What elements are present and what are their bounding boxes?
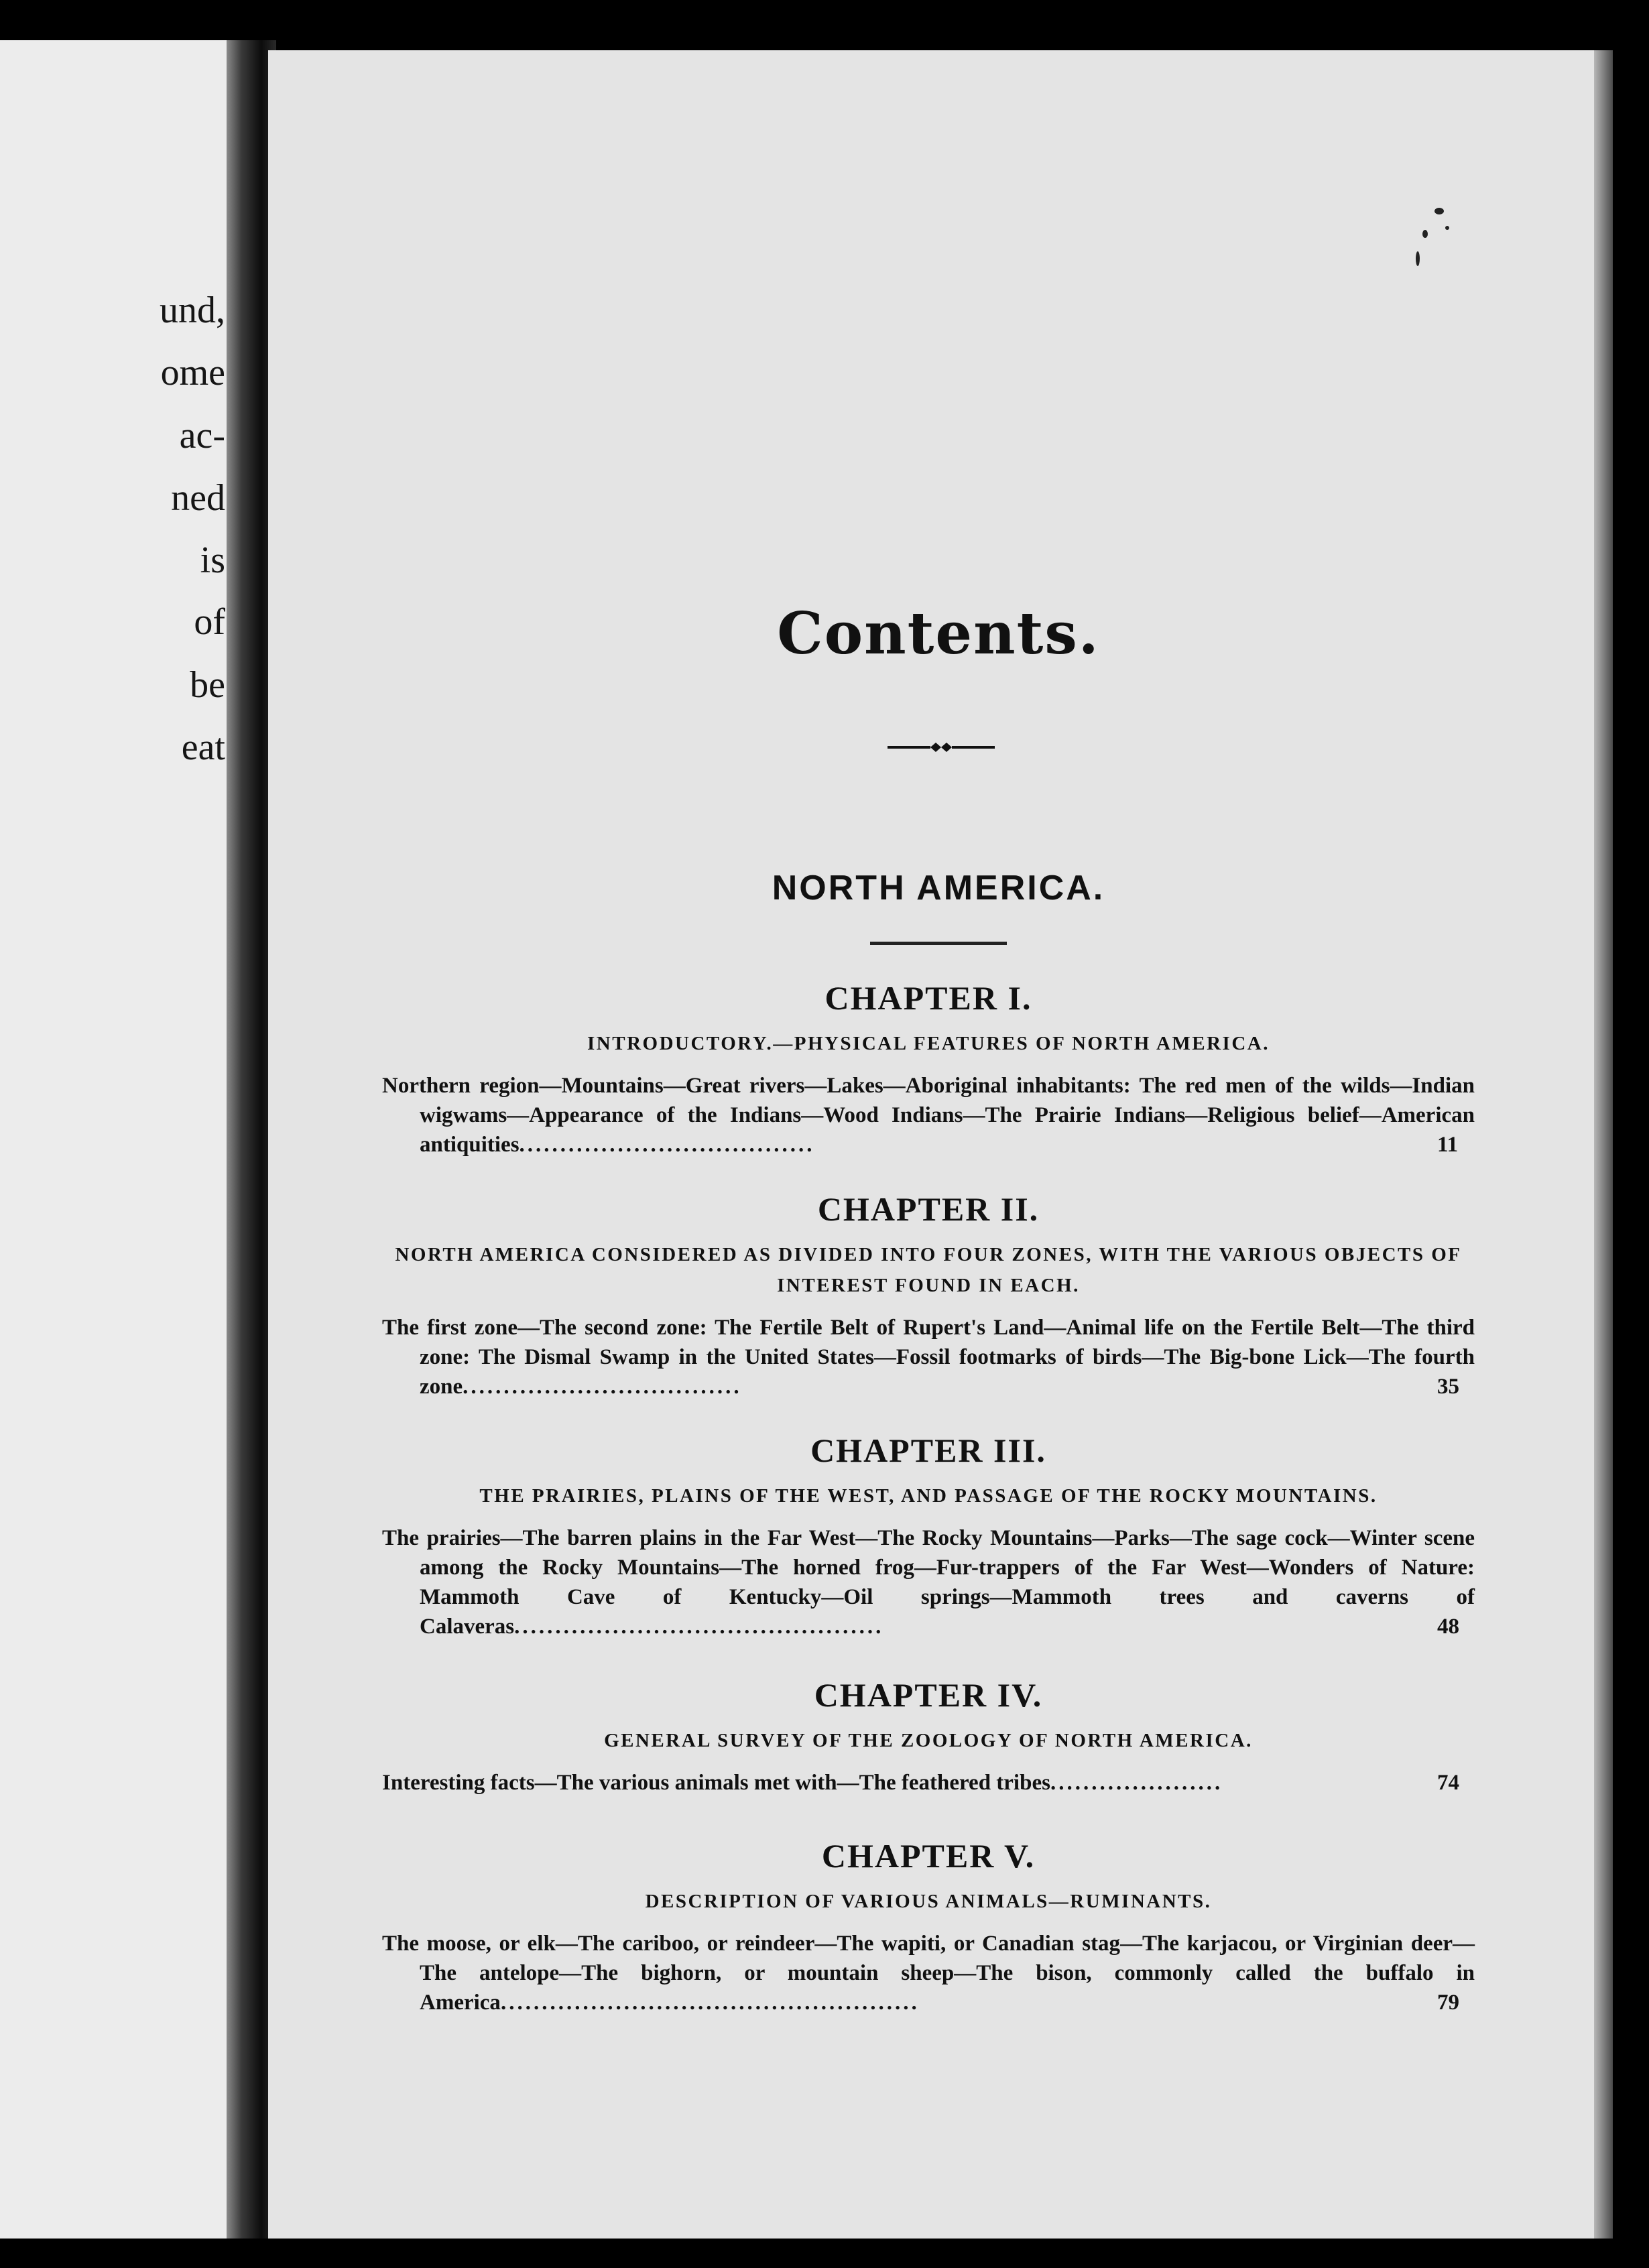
chapter-summary-text: The moose, or elk—The cariboo, or reindeer—The wapiti, or Canadian stag—The karjacou, or Virginian deer—The antelope—The bighorn, or mountain sheep—The bison, commonly called the buffalo in America — [382, 1932, 1475, 2015]
chapter-entry[interactable] — [382, 979, 1475, 1159]
chapter-entry[interactable] — [382, 1676, 1475, 1798]
region-title: NORTH AMERICA. — [772, 869, 1105, 907]
contents-page — [268, 50, 1609, 2239]
leader-dots: ..................... — [1050, 1771, 1223, 1795]
leader-dots: .................................... — [519, 1133, 815, 1157]
left-page-fragment: be — [190, 664, 225, 706]
chapter-summary-text: The prairies—The barren plains in the Far West—The Rocky Mountains—Parks—The sage cock—Winter scene among the Rocky Mountains—The horned frog—Fur-trappers of the Far West—Wonders of Nature: Mammoth Cave of Kentucky—Oil springs—Mammoth trees and caverns of Calaveras — [382, 1526, 1475, 1639]
ink-speck — [1445, 226, 1449, 230]
left-page-fragment: ac- — [179, 415, 225, 456]
chapter-subtitle: INTRODUCTORY.—PHYSICAL FEATURES OF NORTH AMERICA. — [587, 1033, 1270, 1054]
left-page-fragment: ome — [160, 352, 225, 393]
left-page-fragment: eat — [181, 727, 225, 768]
left-page-fragment: of — [194, 601, 225, 643]
leader-dots: ................................................... — [500, 1991, 920, 2015]
chapter-title: CHAPTER III. — [810, 1432, 1046, 1469]
ink-speck — [1434, 208, 1444, 214]
chapter-title: CHAPTER IV. — [814, 1676, 1043, 1714]
region-divider — [870, 942, 1007, 945]
left-page-fragment: ned — [171, 477, 225, 519]
leader-dots: ............................................. — [514, 1615, 884, 1639]
ink-speck — [1416, 251, 1420, 266]
chapter-summary-text: The first zone—The second zone: The Fertile Belt of Rupert's Land—Animal life on the Fertile Belt—The third zone: The Dismal Swamp in the United States—Fossil footmarks of birds—The Big-bone Lick—The fourth zone — [382, 1316, 1475, 1399]
leader-dots: .................................. — [463, 1375, 742, 1399]
contents-title: Contents. — [777, 600, 1100, 668]
chapter-summary: The moose, or elk—The cariboo, or reindeer—The wapiti, or Canadian stag—The karjacou, or Virginian deer—The antelope—The bighorn, or mountain sheep—The bison, commonly called the buffalo in America................................................... 79 — [382, 1932, 1475, 2015]
chapter-summary: Northern region—Mountains—Great rivers—Lakes—Aboriginal inhabitants: The red men of the wilds—Indian wigwams—Appearance of the Indians—Wood Indians—The Prairie Indians—Religious belief—American antiquities.................................... 11 — [382, 1074, 1475, 1157]
chapter-summary: The first zone—The second zone: The Fertile Belt of Rupert's Land—Animal life on the Fertile Belt—The third zone: The Dismal Swamp in the United States—Fossil footmarks of birds—The Big-bone Lick—The fourth zone.................................. 35 — [382, 1316, 1475, 1399]
chapter-subtitle: DESCRIPTION OF VARIOUS ANIMALS—RUMINANTS. — [645, 1891, 1212, 1912]
chapter-entry[interactable] — [382, 1431, 1475, 1641]
chapter-summary: Interesting facts—The various animals met with—The feathered tribes..................... 74 — [382, 1771, 1459, 1795]
page-edge — [1594, 50, 1613, 2239]
ornament-divider — [888, 737, 995, 757]
chapter-summary: The prairies—The barren plains in the Far West—The Rocky Mountains—Parks—The sage cock—Winter scene among the Rocky Mountains—The horned frog—Fur-trappers of the Far West—Wonders of Nature: Mammoth Cave of Kentucky—Oil springs—Mammoth trees and caverns of Calaveras............................................. 48 — [382, 1526, 1475, 1639]
left-page-fragment: und, — [160, 290, 225, 331]
ink-speck — [1422, 230, 1428, 238]
chapter-entry[interactable] — [382, 1190, 1475, 1401]
chapter-title: CHAPTER II. — [817, 1190, 1040, 1228]
chapter-subtitle: NORTH AMERICA CONSIDERED AS DIVIDED INTO FOUR ZONES, WITH THE VARIOUS OBJECTS OF INTEREST FOUND IN EACH. — [395, 1244, 1462, 1296]
chapter-summary-text: Interesting facts—The various animals met with—The feathered tribes — [382, 1771, 1050, 1795]
chapter-entry[interactable] — [382, 1836, 1475, 2017]
chapter-summary-text: Northern region—Mountains—Great rivers—Lakes—Aboriginal inhabitants: The red men of the wilds—Indian wigwams—Appearance of the Indians—Wood Indians—The Prairie Indians—Religious belief—American antiquities — [382, 1074, 1475, 1157]
left-page — [0, 40, 235, 2239]
left-page-fragment: is — [200, 540, 225, 581]
chapter-subtitle: GENERAL SURVEY OF THE ZOOLOGY OF NORTH AMERICA. — [604, 1730, 1253, 1751]
chapter-title: CHAPTER V. — [821, 1837, 1036, 1875]
chapter-title: CHAPTER I. — [824, 979, 1032, 1017]
chapter-subtitle: THE PRAIRIES, PLAINS OF THE WEST, AND PASSAGE OF THE ROCKY MOUNTAINS. — [479, 1485, 1378, 1507]
